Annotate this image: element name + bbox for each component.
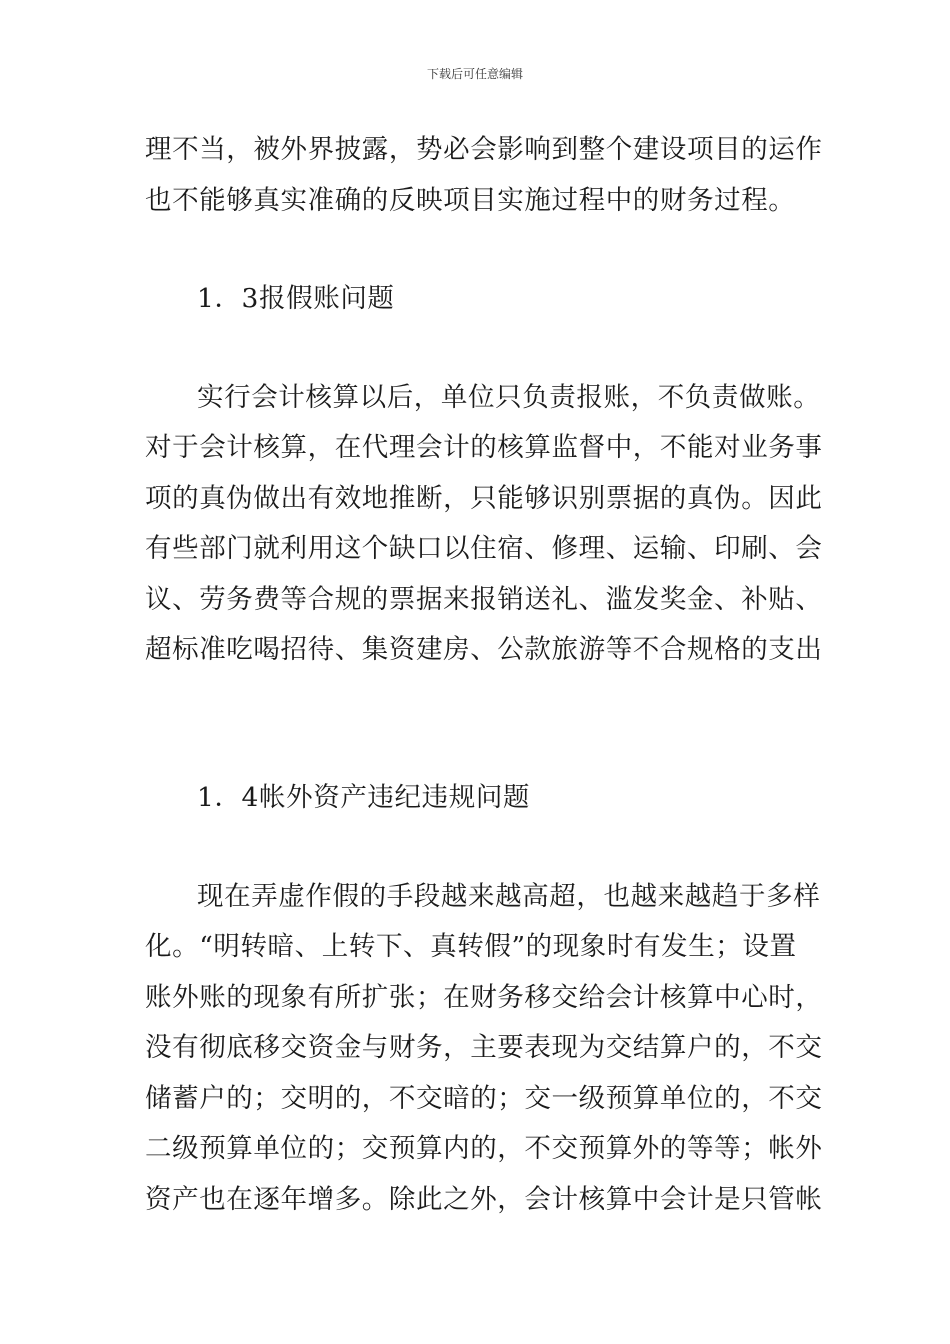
page-header-note: 下载后可任意编辑 — [426, 67, 523, 81]
body-text-line: 账外账的现象有所扩张；在财务移交给会计核算中心时， — [145, 982, 823, 1013]
body-text-line: 理不当，被外界披露，势必会影响到整个建设项目的运作 — [145, 134, 823, 165]
body-text-line: 没有彻底移交资金与财务，主要表现为交结算户的，不交 — [145, 1032, 823, 1063]
section-heading-1-4: 1．4帐外资产违纪违规问题 — [197, 782, 531, 813]
section-heading-1-3: 1．3报假账问题 — [197, 283, 395, 314]
body-text-line: 现在弄虚作假的手段越来越高超，也越来越趋于多样 — [197, 881, 821, 912]
body-text-line: 项的真伪做出有效地推断，只能够识别票据的真伪。因此 — [145, 483, 823, 514]
body-text-line: 化。“明转暗、上转下、真转假”的现象时有发生；设置 — [145, 931, 797, 962]
body-text-line: 储蓄户的；交明的，不交暗的；交一级预算单位的，不交 — [145, 1083, 823, 1114]
body-text-line: 超标准吃喝招待、集资建房、公款旅游等不合规格的支出 — [145, 634, 823, 665]
body-text-line: 对于会计核算，在代理会计的核算监督中，不能对业务事 — [145, 432, 823, 463]
body-text-line: 议、劳务费等合规的票据来报销送礼、滥发奖金、补贴、 — [145, 584, 823, 615]
body-text-line: 有些部门就利用这个缺口以住宿、修理、运输、印刷、会 — [145, 533, 823, 564]
body-text-line: 也不能够真实准确的反映项目实施过程中的财务过程。 — [145, 185, 796, 216]
body-text-line: 资产也在逐年增多。除此之外，会计核算中会计是只管帐 — [145, 1184, 823, 1215]
body-text-line: 实行会计核算以后，单位只负责报账，不负责做账。 — [197, 382, 821, 413]
body-text-line: 二级预算单位的；交预算内的，不交预算外的等等；帐外 — [145, 1133, 823, 1164]
